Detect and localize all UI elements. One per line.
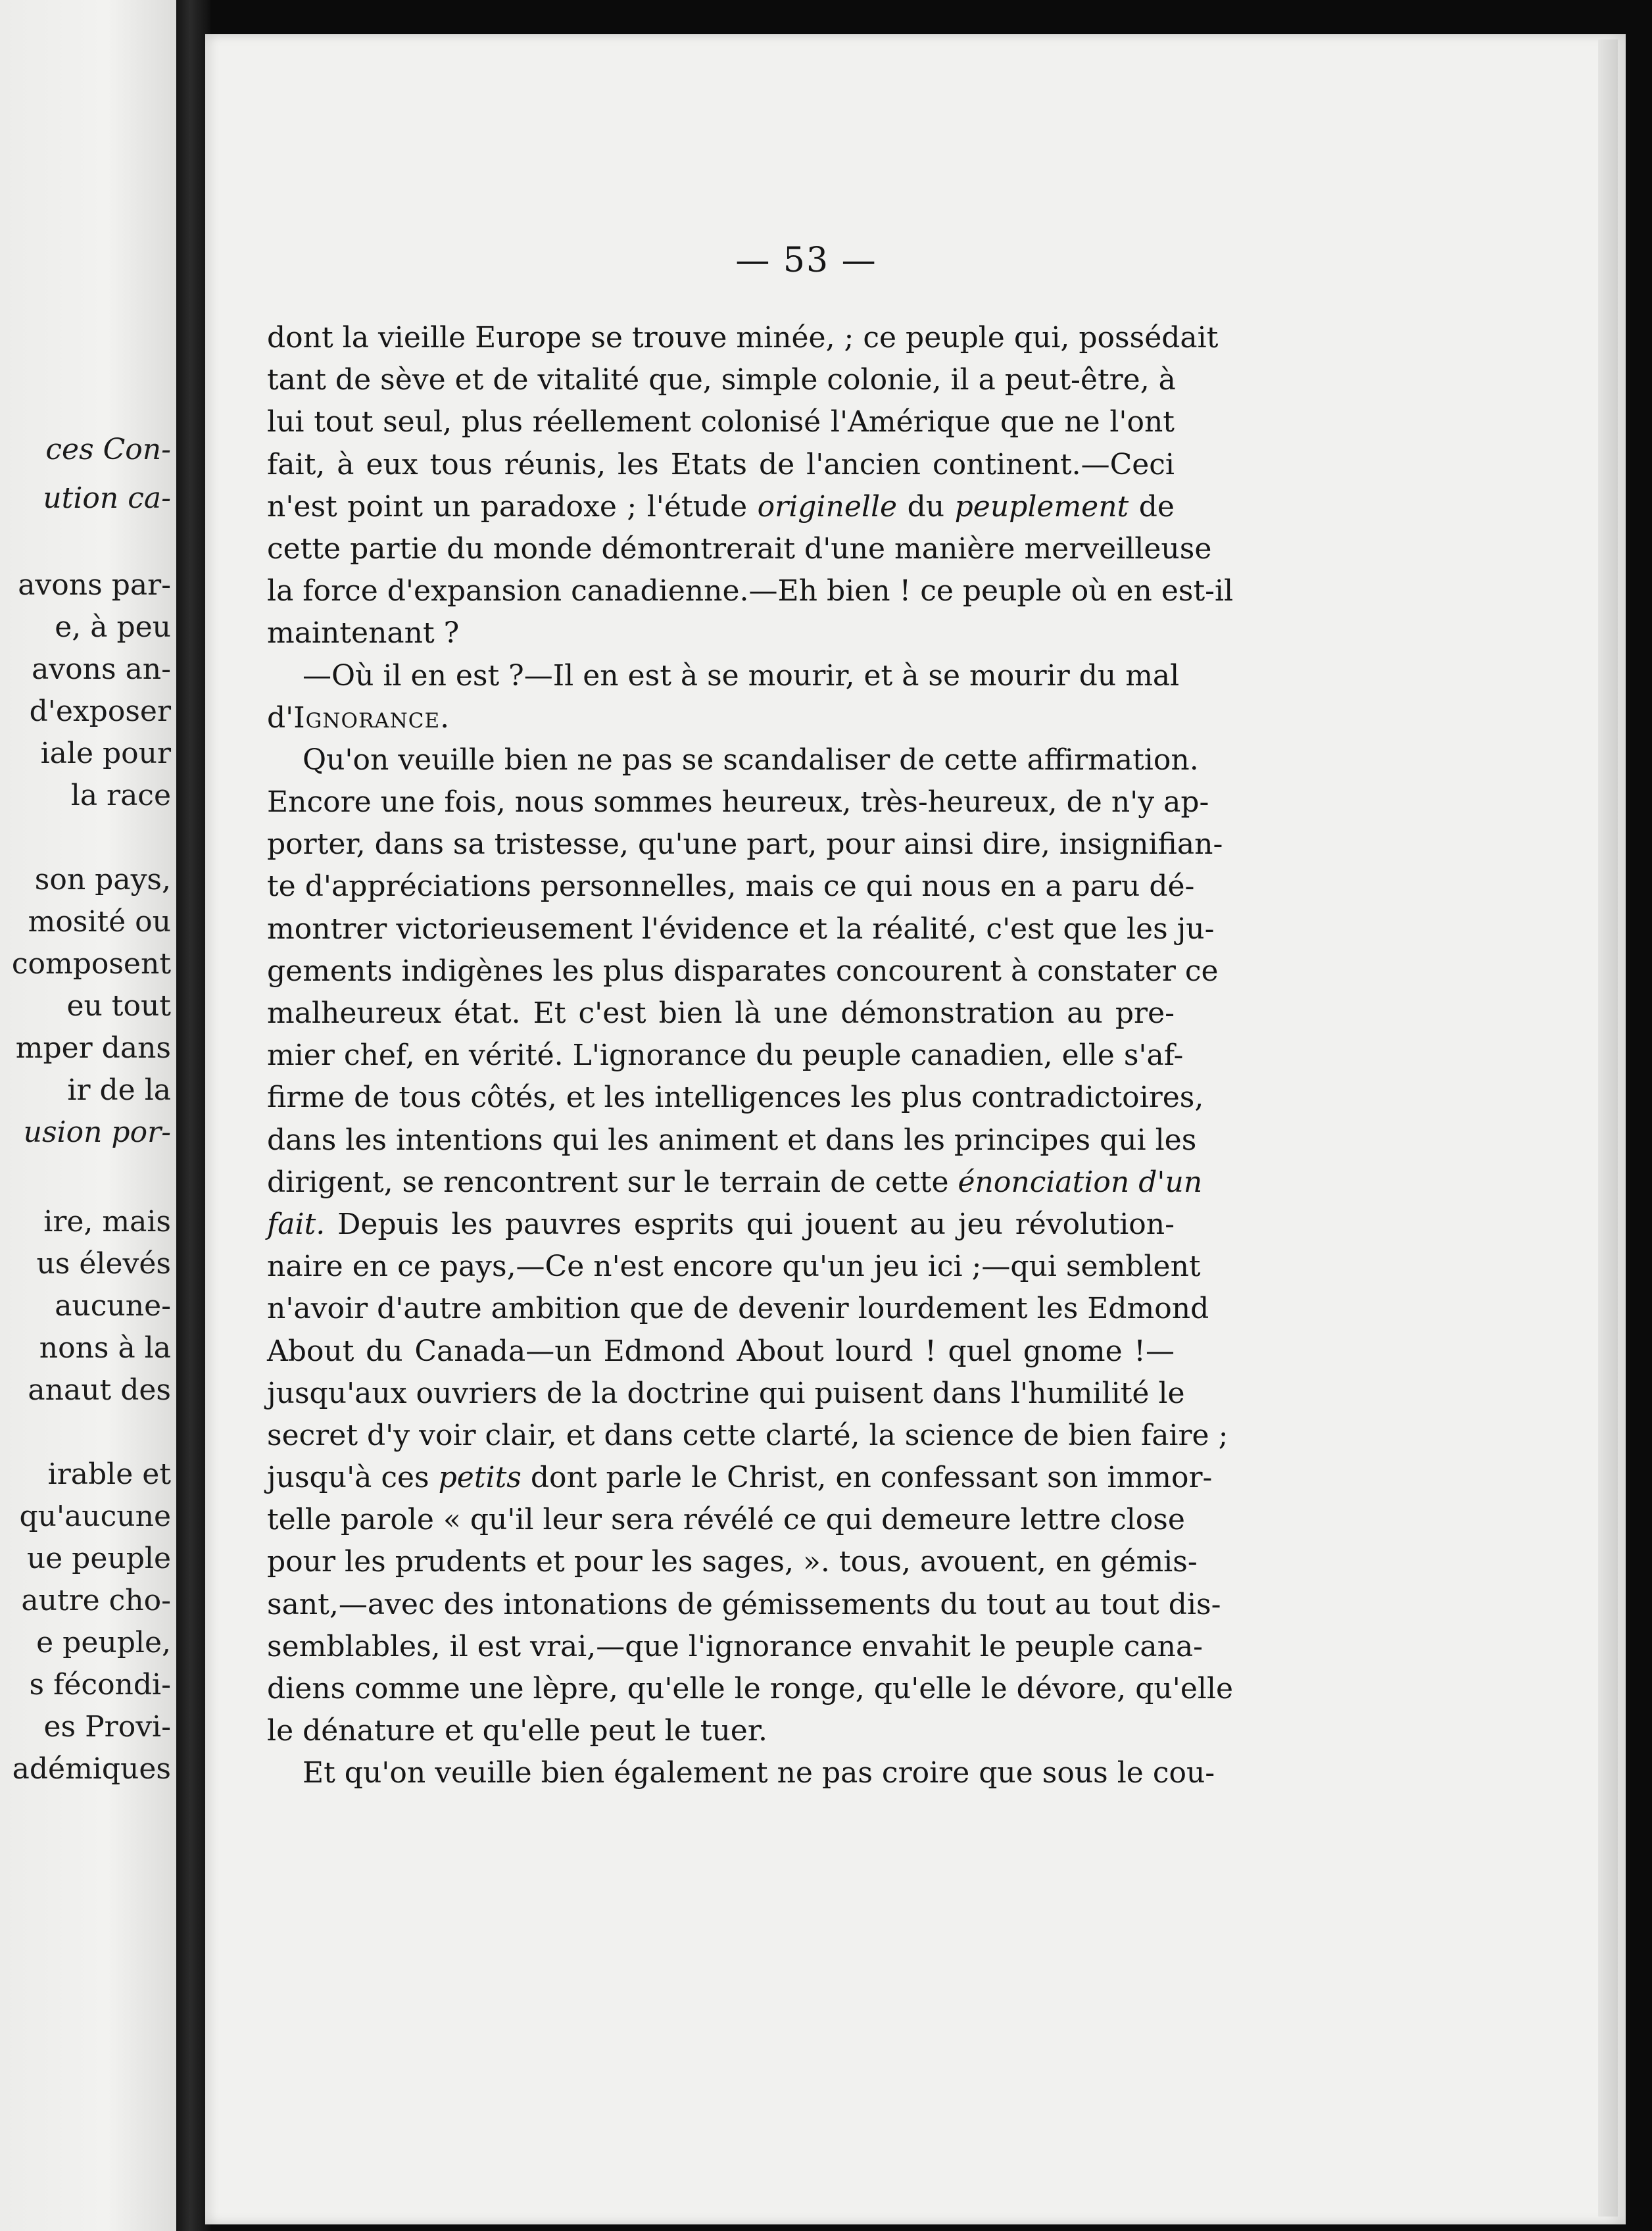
text-line: jusqu'aux ouvriers de la doctrine qui puisent dans l'humilité le (267, 1376, 1185, 1410)
text-line: lui tout seul, plus réellement colonisé l'Amérique que ne l'ont (267, 405, 1175, 439)
facing-page-line: ir de la (67, 1073, 171, 1107)
text-line: fait, à eux tous réunis, les Etats de l'ancien continent.—Ceci (267, 447, 1175, 481)
small-caps-word: Ignorance (293, 700, 441, 735)
facing-page-line: son pays, (34, 863, 171, 896)
facing-page-line: irable et (47, 1458, 171, 1491)
text-line: tant de sève et de vitalité que, simple colonie, il a peut-être, à (267, 363, 1176, 397)
text-line: n'est point un paradoxe ; l'étude originelle du peuplement de (267, 489, 1175, 524)
text-line: mier chef, en vérité. L'ignorance du peuple canadien, elle s'af- (267, 1039, 1184, 1073)
facing-page-line: nons à la (39, 1331, 171, 1365)
facing-page-line: ution ca- (43, 481, 171, 515)
text-line: n'avoir d'autre ambition que de devenir lourdement les Edmond (267, 1292, 1209, 1326)
text-line: te d'appréciations personnelles, mais ce qui nous en a paru dé- (267, 870, 1195, 904)
italic-word: petits (438, 1461, 522, 1495)
facing-page-line: d'exposer (29, 695, 171, 728)
body-text (267, 317, 1234, 1795)
facing-page-line: mosité ou (28, 905, 171, 939)
facing-page-line: avons par- (18, 568, 171, 602)
facing-page-line: anaut des (28, 1373, 171, 1407)
text-line: firme de tous côtés, et les intelligences les plus contradictoires, (267, 1081, 1204, 1115)
text-line: maintenant ? (267, 616, 460, 650)
facing-page-line: ue peuple (26, 1542, 171, 1575)
text-line: dont la vieille Europe se trouve minée, ; ce peuple qui, possédait (267, 321, 1219, 355)
facing-page-line: qu'aucune (19, 1500, 171, 1533)
page-edge (1598, 39, 1618, 2217)
text-line: diens comme une lèpre, qu'elle le ronge, qu'elle le dévore, qu'elle (267, 1672, 1234, 1705)
text-line: le dénature et qu'elle peut le tuer. (267, 1714, 768, 1748)
text-line: secret d'y voir clair, et dans cette clarté, la science de bien faire ; (267, 1418, 1228, 1452)
text-line: porter, dans sa tristesse, qu'une part, pour ainsi dire, insignifian- (267, 827, 1223, 862)
facing-page-line: autre cho- (21, 1584, 171, 1617)
text-line: semblables, il est vrai,—que l'ignorance envahit le peuple cana- (267, 1629, 1203, 1663)
facing-page-line: ces Con- (45, 433, 171, 466)
text-line: cette partie du monde démontrerait d'une manière merveilleuse (267, 531, 1212, 566)
text-line: gements indigènes les plus disparates concourent à constater ce (267, 954, 1219, 988)
facing-page-line: usion por- (23, 1116, 171, 1149)
facing-page-line: avons an- (32, 652, 171, 686)
italic-word: peuplement (954, 489, 1129, 524)
text-line: Encore une fois, nous sommes heureux, très-heureux, de n'y ap- (267, 785, 1209, 820)
text-line: sant,—avec des intonations de gémissements du tout au tout dis- (267, 1587, 1221, 1621)
facing-page-line: ire, mais (43, 1205, 171, 1238)
text-line: d'Ignorance. (267, 700, 450, 735)
page-number: — 53 — (735, 241, 877, 280)
italic-phrase: énonciation d'un (958, 1165, 1203, 1199)
facing-page-fragment (0, 0, 179, 2231)
facing-page-line: es Provi- (43, 1710, 171, 1744)
text-line: dirigent, se rencontrent sur le terrain de cette énonciation d'un (267, 1165, 1203, 1199)
facing-page-line: aucune- (55, 1289, 171, 1323)
text-line: Et qu'on veuille bien également ne pas croire que sous le cou- (303, 1756, 1215, 1790)
text-line: —Où il en est ?—Il en est à se mourir, et à se mourir du mal (303, 658, 1180, 693)
text-line: pour les prudents et pour les sages, ». tous, avouent, en gémis- (267, 1545, 1198, 1579)
facing-page-line: eu tout (66, 989, 171, 1023)
text-line: telle parole « qu'il leur sera révélé ce qui demeure lettre close (267, 1503, 1185, 1537)
text-line: naire en ce pays,—Ce n'est encore qu'un jeu ici ;—qui semblent (267, 1250, 1201, 1284)
text-line: la force d'expansion canadienne.—Eh bien ! ce peuple où en est-il (267, 574, 1234, 608)
text-line: About du Canada—un Edmond About lourd ! quel gnome !— (267, 1334, 1175, 1368)
facing-page-line: e peuple, (36, 1626, 171, 1659)
facing-page-line: la race (70, 779, 171, 812)
text-line: dans les intentions qui les animent et dans les principes qui les (267, 1123, 1197, 1157)
text-line: malheureux état. Et c'est bien là une démonstration au pre- (267, 996, 1175, 1030)
facing-page-line: e, à peu (55, 610, 171, 644)
text-line: Qu'on veuille bien ne pas se scandaliser de cette affirmation. (303, 743, 1199, 777)
text-line: fait. Depuis les pauvres esprits qui jouent au jeu révolution- (267, 1207, 1175, 1241)
facing-page-line: us élevés (36, 1247, 171, 1281)
text-line: jusqu'à ces petits dont parle le Christ, en confessant son immor- (267, 1461, 1213, 1495)
italic-word: originelle (757, 489, 898, 524)
text-line: montrer victorieusement l'évidence et la réalité, c'est que les ju- (267, 912, 1215, 946)
facing-page-line: adémiques (12, 1752, 171, 1786)
facing-page-line: composent (11, 947, 171, 981)
facing-page-line: s fécondi- (29, 1668, 171, 1702)
facing-page-line: iale pour (40, 737, 171, 770)
italic-word: fait. (267, 1207, 326, 1241)
facing-page-line: mper dans (15, 1031, 171, 1065)
